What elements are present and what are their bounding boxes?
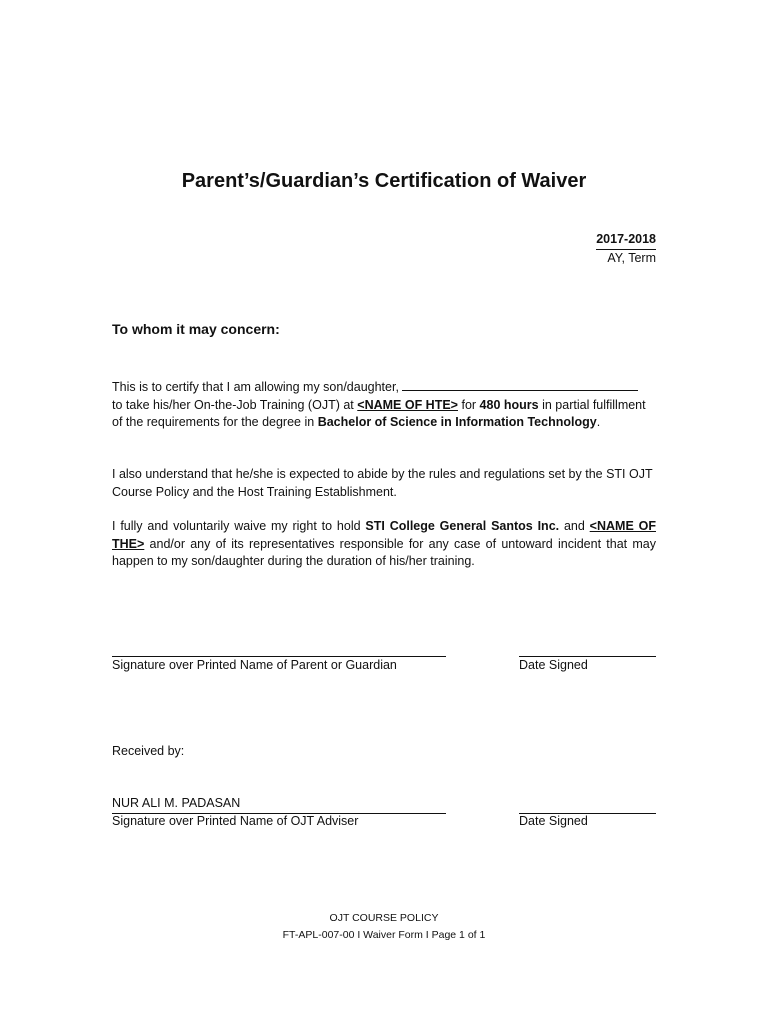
document-title: Parent’s/Guardian’s Certification of Waiver — [181, 170, 587, 192]
student-name-blank — [402, 378, 638, 391]
p3-text-1: I fully and voluntarily waive my right to hold — [112, 519, 361, 533]
p1-text-2: to take his/her On-the-Job Training (OJT) at — [112, 397, 354, 412]
academic-year-value: 2017-2018 — [596, 231, 656, 250]
parent-signature-line — [112, 656, 446, 657]
parent-date-label: Date Signed — [519, 658, 588, 672]
adviser-date-label: Date Signed — [519, 814, 588, 828]
school-name: STI College General Santos Inc. — [365, 519, 560, 533]
p3-text-3: and/or any of its representatives responsible for any case of untoward incident that may happen to my son/daughter during the duration of his/her training. — [112, 536, 656, 568]
training-hours: 480 hours — [479, 397, 539, 412]
the-name-placeholder: <NAME OF THE> — [112, 519, 656, 551]
academic-year-label: AY, Term — [607, 251, 656, 265]
paragraph-waiver — [112, 518, 656, 571]
footer-form-id: FT-APL-007-00 I Waiver Form I Page 1 of 1 — [282, 929, 486, 941]
parent-date-line — [519, 656, 656, 657]
p1-text-5: . — [596, 415, 601, 429]
paragraph-certification — [112, 378, 656, 432]
term-block — [596, 231, 656, 267]
p1-text-3: for — [461, 397, 477, 412]
p1-text-4: in partial fulfillment of the requirements for the degree in — [112, 397, 646, 429]
adviser-name: NUR ALI M. PADASAN — [112, 796, 241, 810]
paragraph-rules: I also understand that he/she is expected to abide by the rules and regulations set by the STI OJT Course Policy and the Host Training Establishment. — [112, 467, 653, 499]
parent-signature-label: Signature over Printed Name of Parent or Guardian — [112, 658, 397, 672]
hte-name-placeholder: <NAME OF HTE> — [357, 397, 458, 412]
p1-text-1: This is to certify that I am allowing my son/daughter, — [112, 380, 399, 394]
greeting: To whom it may concern: — [112, 321, 280, 337]
footer-policy: OJT COURSE POLICY — [329, 912, 439, 924]
degree-name: Bachelor of Science in Information Technology — [317, 415, 597, 429]
adviser-signature-label: Signature over Printed Name of OJT Adviser — [112, 814, 359, 828]
p3-text-2: and — [563, 519, 585, 533]
received-by-label: Received by: — [112, 744, 185, 758]
